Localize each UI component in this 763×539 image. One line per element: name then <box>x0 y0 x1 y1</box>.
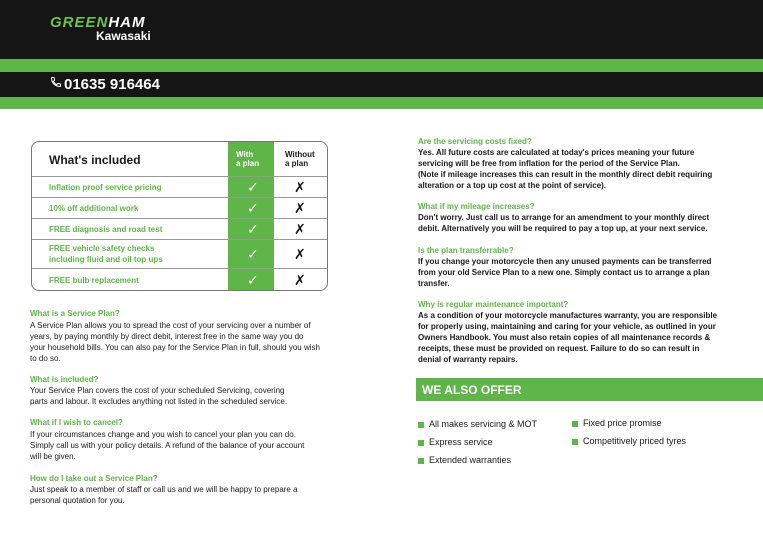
logo-white-text: HAM <box>108 14 146 31</box>
row-label: 10% off additional work <box>49 204 139 213</box>
cross-icon: ✗ <box>294 272 306 288</box>
faq-answer: A Service Plan allows you to spread the cost of your servicing over a number of years, by paying monthly by direct debit, interest free in the same way you do your household bills. You can also pay for the Service Plan in full, should you wish to do so. <box>30 321 320 363</box>
tick-icon: ✓ <box>247 272 259 288</box>
faq-answer: Don't worry. Just call us to arrange for an amendment to your monthly direct debit. Alternatively you will be required to pay a top up, at your next service. <box>418 213 710 233</box>
offer-item: Fixed price promise <box>572 418 662 428</box>
table-row <box>32 268 327 291</box>
faq-answer: As a condition of your motorcycle manufactures warranty, you are responsible for properly using, maintaining and caring for your vehicle, as outlined in your Owners Handbook. You must also retain copies of all maintenance records & receipts, these must be provided on request. Failure to do so can result in denial of warranty repairs. <box>418 311 718 364</box>
offer-item: Extended warranties <box>418 455 511 465</box>
bullet-square-icon <box>572 421 578 427</box>
table-row <box>32 218 327 240</box>
faq-answer: Just speak to a member of staff or call us and we will be happy to prepare a personal quotation for you. <box>30 485 298 505</box>
bullet-square-icon <box>418 458 424 464</box>
offer-item: Express service <box>418 437 493 447</box>
table-title: What's included <box>49 153 141 167</box>
cross-icon: ✗ <box>294 246 306 262</box>
we-also-offer-banner <box>416 378 763 401</box>
faq-question: Are the servicing costs fixed? <box>418 137 532 146</box>
cross-icon: ✗ <box>294 179 306 195</box>
faq-answer: Your Service Plan covers the cost of your scheduled Servicing, covering parts and labour. It excludes anything not listed in the scheduled service. <box>30 386 288 406</box>
row-label: FREE vehicle safety checks <box>49 244 155 253</box>
cross-icon: ✗ <box>294 200 306 216</box>
phone-number[interactable]: 01635 916464 <box>64 76 160 93</box>
table-row <box>32 176 327 198</box>
with-plan-header: With a plan <box>236 150 260 168</box>
offer-item: Competitively priced tyres <box>572 436 686 446</box>
tick-icon: ✓ <box>247 221 259 237</box>
faq-question: Is the plan transferrable? <box>418 246 514 255</box>
row-label: FREE diagnosis and road test <box>49 225 163 234</box>
faq-question: What if my mileage increases? <box>418 202 535 211</box>
faq-question: How do I take out a Service Plan? <box>30 474 158 483</box>
faq-question: What if I wish to cancel? <box>30 418 123 427</box>
faq-question: What is included? <box>30 375 99 384</box>
logo-kawasaki-text: Kawasaki <box>96 29 151 43</box>
tick-icon: ✓ <box>247 179 259 195</box>
greenham-kawasaki-logo <box>50 15 151 43</box>
phone-icon <box>50 76 62 91</box>
logo-green-text: GREEN <box>50 14 109 31</box>
tick-icon: ✓ <box>247 246 259 262</box>
row-label: FREE bulb replacement <box>49 276 139 285</box>
header-bar <box>0 0 763 59</box>
tick-icon: ✓ <box>247 200 259 216</box>
table-row <box>32 239 327 269</box>
offer-title: WE ALSO OFFER <box>422 383 522 397</box>
faq-answer: Yes. All future costs are calculated at today's prices meaning your future servicing will be free from inflation for the period of the Service Plan. (Note if mileage increases this can result in the monthly direct debit requiring alteration or a top up cost at the point of service). <box>418 148 713 190</box>
faq-question: What is a Service Plan? <box>30 309 120 318</box>
green-stripe-top <box>0 59 763 72</box>
bullet-square-icon <box>572 439 578 445</box>
table-header-row <box>32 142 327 176</box>
faq-question: Why is regular maintenance important? <box>418 300 569 309</box>
faq-answer: If you change your motorcycle then any unused payments can be transferred from your old Service Plan to a new one. Simply contact us to arrange a plan transfer. <box>418 257 712 288</box>
cross-icon: ✗ <box>294 221 306 237</box>
bullet-square-icon <box>418 422 424 428</box>
offer-item: All makes servicing & MOT <box>418 419 537 429</box>
whats-included-table <box>31 141 328 291</box>
row-label-line2: including fluid and oil top ups <box>49 255 163 264</box>
phone-bar <box>0 72 763 97</box>
bullet-square-icon <box>418 440 424 446</box>
row-label: Inflation proof service pricing <box>49 183 162 192</box>
without-plan-header: Without a plan <box>285 150 315 168</box>
table-row <box>32 197 327 219</box>
faq-answer: If your circumstances change and you wish to cancel your plan you can do. Simply call us with your policy details. A refund of the balance of your account will be given. <box>30 430 305 461</box>
green-stripe-bottom <box>0 97 763 109</box>
